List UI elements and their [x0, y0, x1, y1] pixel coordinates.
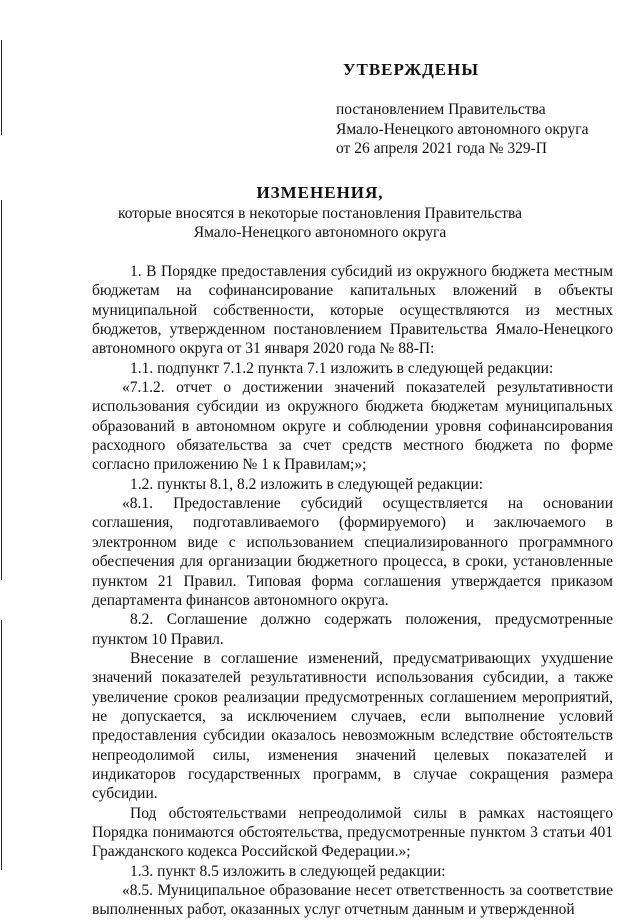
- paragraph: Внесение в соглашение изменений, предусматривающих ухудшение значений показателей результативности использования субсидии, а также увеличение сроков реализации предусмотренных соглашением мероприятий, не допускается, за исключением случаев, если выполнение условий предоставления субсидии оказалось невозможным вследствие обстоятельств непреодолимой силы, изменения значений целевых показателей и индикаторов государственных программ, в случае сокращения размера субсидии.: [92, 649, 613, 803]
- paragraph: Под обстоятельствами непреодолимой силы в рамках настоящего Порядка понимаются обстоятельства, предусмотренные пунктом 3 статьи 401 Гражданского кодекса Российской Федерации.»;: [92, 804, 613, 861]
- paragraph: 8.2. Соглашение должно содержать положения, предусмотренные пунктом 10 Правил.: [92, 611, 613, 648]
- document-heading: [90, 182, 550, 242]
- approval-line: постановлением Правительства: [336, 101, 546, 118]
- approval-line: от 26 апреля 2021 года № 329-П: [336, 140, 547, 157]
- scan-edge-mark: [1, 200, 2, 580]
- approval-block: [336, 60, 626, 159]
- paragraph: «7.1.2. отчет о достижении значений показателей результативности использования субсидии из окружного бюджета бюджетам муниципальных образований в автономном округе и соблюдении уровня софинансирования расходного обязательства за счет средств местного бюджета по форме согласно приложению № 1 к Правилам;»;: [92, 379, 613, 474]
- paragraph: 1. В Порядке предоставления субсидий из окружного бюджета местным бюджетам на софинансирование капитальных вложений в объекты муниципальной собственности, которые осуществляются из местных бюджетов, утвержденном постановлением Правительства Ямало-Ненецкого автономного округа от 31 января 2020 года № 88-П:: [92, 263, 613, 358]
- document-subtitle-line: Ямало-Ненецкого автономного округа: [193, 224, 447, 241]
- document-title: ИЗМЕНЕНИЯ,: [256, 183, 384, 202]
- scan-edge-mark: [1, 40, 2, 135]
- paragraph: 1.3. пункт 8.5 изложить в следующей редакции:: [130, 862, 446, 880]
- approval-title: УТВЕРЖДЕНЫ: [343, 60, 480, 79]
- document-subtitle-line: которые вносятся в некоторые постановления Правительства: [117, 205, 523, 222]
- paragraph: «8.1. Предоставление субсидий осуществляется на основании соглашения, подготавливаемого (формируемого) и заключаемого в электронном виде с использованием специализированного программного обеспечения для организации бюджетного процесса, в сроки, установленные пунктом 21 Правил. Типовая форма соглашения утверждается приказом департамента финансов автономного округа.: [92, 495, 613, 609]
- paragraph: «8.5. Муниципальное образование несет ответственность за соответствие выполненных работ, оказанных услуг отчетным данным и утвержденной: [92, 882, 613, 919]
- document-body: [92, 262, 613, 920]
- approval-line: Ямало-Ненецкого автономного округа: [336, 120, 589, 138]
- scan-edge-mark: [1, 620, 2, 870]
- paragraph: 1.2. пункты 8.1, 8.2 изложить в следующей редакции:: [130, 475, 484, 493]
- paragraph: 1.1. подпункт 7.1.2 пункта 7.1 изложить в следующей редакции:: [130, 359, 554, 377]
